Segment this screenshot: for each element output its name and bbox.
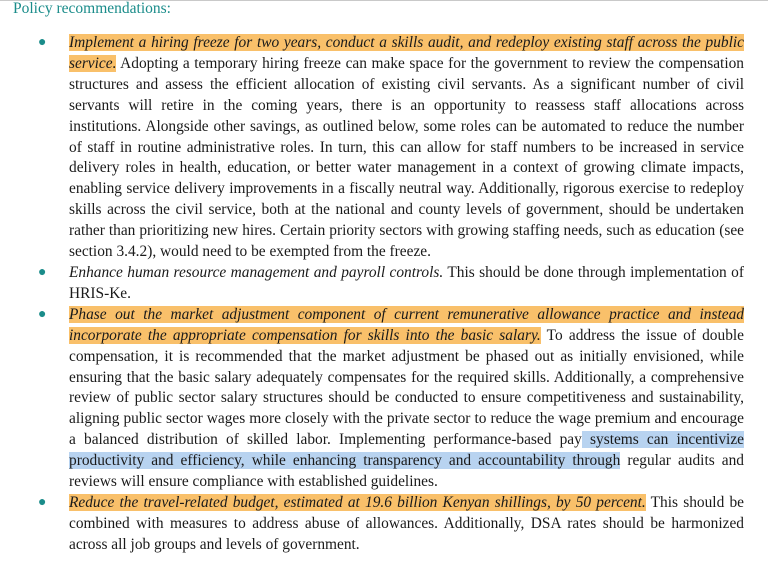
item-body: Adopting a temporary hiring freeze can make space for the government to review the compensation structures and assess the efficient allocation of existing civil servants. As a significant number of civil servants will retire in the coming years, there is an opportunity to reassess staff allocations across institutions. Alongside other savings, as outlined below, some roles can be automated to reduce the number of staff in routine administrative roles. In turn, this can allow for staff numbers to be increased in service delivery roles in health, education, or better water management in a context of growing climate impacts, enabling service delivery improvements in a fiscally neutral way. Additionally, rigorous exercise to redeploy skills across the civil service, both at the national and county levels of government, should be undertaken rather than prioritizing new hires. Certain priority sectors with growing staffing needs, such as education (see section 3.4.2), would need to be exempted from the freeze. <box>69 54 744 261</box>
bullet-icon: ● <box>38 35 47 50</box>
list-item <box>0 305 768 493</box>
item-lead: Enhance human resource management and payroll controls. <box>69 263 444 281</box>
list-item <box>0 263 768 305</box>
highlighted-lead: Reduce the travel-related budget, estimated at 19.6 billion Kenyan shillings, by 50 percent. <box>69 493 646 511</box>
section-heading: Policy recommendations: <box>13 0 171 17</box>
list-item <box>0 33 768 263</box>
bullet-icon: ● <box>38 264 47 280</box>
item-body: This should be combined with measures to address abuse of allowances. Additionally, DSA rates should be harmonized across all job groups and levels of government. <box>69 493 744 553</box>
highlighted-lead: Phase out the market adjustment component of current remunerative allowance practice and instead incorporate the appropriate compensation for skills into the basic salary. <box>69 305 744 344</box>
highlighted-lead: Implement a hiring freeze for two years, conduct a skills audit, and redeploy existing staff across the public service. <box>69 34 744 72</box>
item-body: This should be done through implementation of HRIS-Ke. <box>69 263 744 302</box>
blue-highlight: systems can incentivize productivity and efficiency, while enhancing transparency and accountability through <box>69 431 744 470</box>
bullet-icon: ● <box>38 494 47 510</box>
item-body-end: regular audits and reviews will ensure compliance with established guidelines. <box>69 452 744 491</box>
list-item <box>0 493 768 556</box>
bullet-icon: ● <box>38 306 47 322</box>
item-body: To address the issue of double compensation, it is recommended that the market adjustment be phased out as initially envisioned, while ensuring that the basic salary adequately compensates for the required skills. Additionally, a comprehensive review of public sector salary structures should be conducted to ensure competitiveness and sustainability, aligning public sector wages more closely with the private sector to reduce the wage premium and encourage a balanced distribution of skilled labor. Implementing performance-based pay <box>69 326 745 449</box>
recommendations-list <box>0 33 768 556</box>
